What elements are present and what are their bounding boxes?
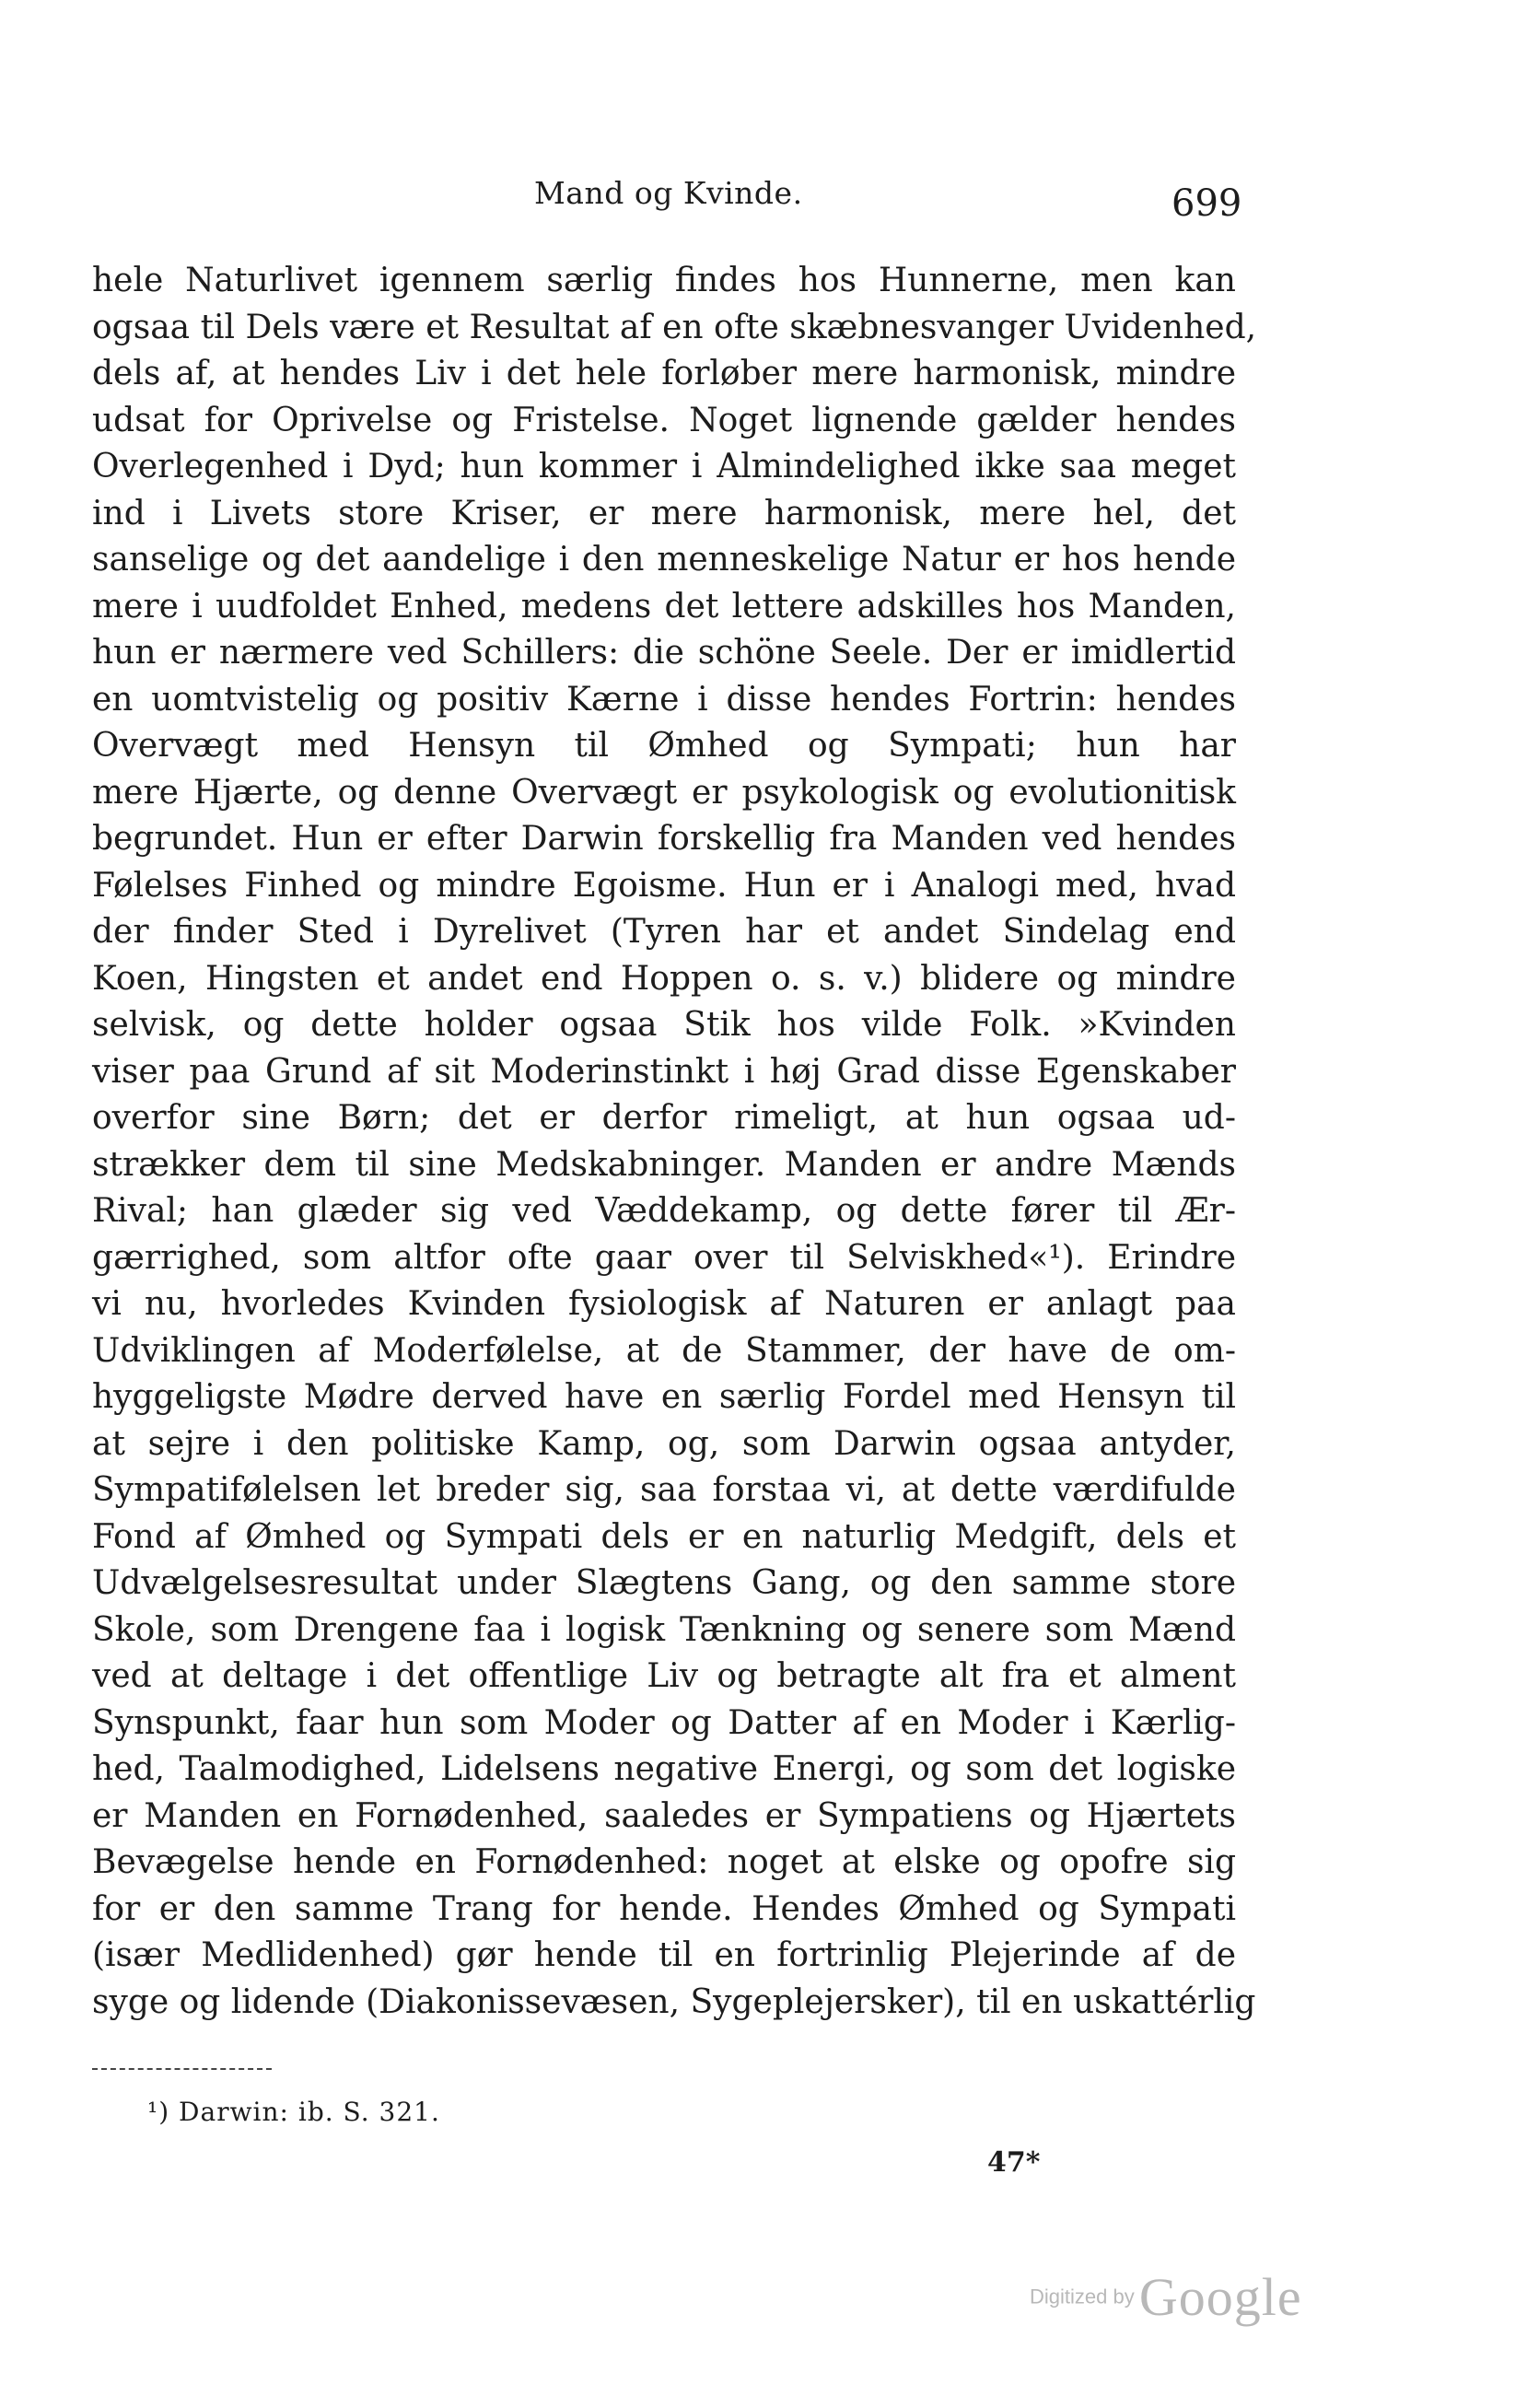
- text-line: for er den samme Trang for hende. Hendes Ømhed og Sympati: [92, 1889, 1236, 1928]
- text-line: Overlegenhed i Dyd; hun kommer i Almindelighed ikke saa meget: [92, 448, 1236, 485]
- text-line: er Manden en Fornødenhed, saaledes er Sympatiens og Hjærtets: [92, 1796, 1236, 1835]
- text-line: der finder Sted i Dyrelivet (Tyren har et andet Sindelag end: [92, 913, 1236, 951]
- text-line: vi nu, hvorledes Kvinden fysiologisk af Naturen er anlagt paa: [92, 1285, 1236, 1323]
- body-text: [92, 258, 1257, 2026]
- text-line: Fond af Ømhed og Sympati dels er en naturlig Medgift, dels et: [92, 1517, 1236, 1556]
- text-line: Synspunkt, faar hun som Moder og Datter af en Moder i Kærlig-: [92, 1703, 1236, 1742]
- watermark-prefix: Digitized by: [1030, 2285, 1135, 2309]
- page-number: 699: [1171, 182, 1242, 225]
- text-line: Koen, Hingsten et andet end Hoppen o. s. v.) blidere og mindre: [92, 959, 1236, 998]
- digitized-watermark: [1030, 2266, 1302, 2328]
- text-line: mere Hjærte, og denne Overvægt er psykologisk og evolutionitisk: [92, 773, 1236, 812]
- text-line: overfor sine Børn; det er derfor rimeligt, at hun ogsaa ud-: [92, 1099, 1236, 1137]
- text-line: Sympatifølelsen let breder sig, saa forstaa vi, at dette værdifulde: [92, 1471, 1236, 1509]
- text-line: Følelses Finhed og mindre Egoisme. Hun er i Analogi med, hvad: [92, 866, 1236, 905]
- google-logo: Google: [1138, 2267, 1302, 2327]
- text-line: ogsaa til Dels være et Resultat af en ofte skæbnesvanger Uvidenhed,: [92, 308, 1257, 346]
- text-line: ved at deltage i det offentlige Liv og betragte alt fra et alment: [92, 1657, 1236, 1695]
- footnote-rule: [92, 2068, 272, 2070]
- text-line: hyggeligste Mødre derved have en særlig Fordel med Hensyn til: [92, 1378, 1236, 1416]
- text-line: dels af, at hendes Liv i det hele forløber mere harmonisk, mindre: [92, 355, 1236, 392]
- text-line: mere i uudfoldet Enhed, medens det lettere adskilles hos Manden,: [92, 587, 1236, 625]
- text-line: hed, Taalmodighed, Lidelsens negative Energi, og som det logiske: [92, 1750, 1236, 1788]
- text-line: hele Naturlivet igennem særlig findes hos Hunnerne, men kan: [92, 262, 1236, 299]
- text-line: Udviklingen af Moderfølelse, at de Stammer, der have de om-: [92, 1331, 1236, 1370]
- text-line: Rival; han glæder sig ved Væddekamp, og dette fører til Ær-: [92, 1192, 1236, 1230]
- running-head: Mand og Kvinde.: [534, 175, 803, 211]
- text-line: viser paa Grund af sit Moderinstinkt i høj Grad disse Egenskaber: [92, 1052, 1236, 1091]
- text-line: en uomtvistelig og positiv Kærne i disse hendes Fortrin: hendes: [92, 680, 1236, 719]
- text-line: Udvælgelsesresultat under Slægtens Gang, og den samme store: [92, 1564, 1236, 1602]
- text-line: ind i Livets store Kriser, er mere harmonisk, mere hel, det: [92, 494, 1236, 532]
- text-line: sanselige og det aandelige i den menneskelige Natur er hos hende: [92, 541, 1236, 579]
- text-line: begrundet. Hun er efter Darwin forskellig fra Manden ved hendes: [92, 820, 1236, 858]
- text-line: Skole, som Drengene faa i logisk Tænkning og senere som Mænd: [92, 1610, 1236, 1649]
- text-line: Overvægt med Hensyn til Ømhed og Sympati; hun har: [92, 727, 1236, 765]
- signature-mark: 47*: [987, 2146, 1041, 2179]
- text-line: selvisk, og dette holder ogsaa Stik hos vilde Folk. »Kvinden: [92, 1006, 1236, 1044]
- text-line: syge og lidende (Diakonissevæsen, Sygeplejersker), til en uskattérlig: [92, 1982, 1256, 2021]
- text-line: hun er nærmere ved Schillers: die schöne Seele. Der er imidlertid: [92, 634, 1236, 672]
- text-line: strækker dem til sine Medskabninger. Manden er andre Mænds: [92, 1145, 1236, 1184]
- text-line: (især Medlidenhed) gør hende til en fortrinlig Plejerinde af de: [92, 1936, 1236, 1974]
- footnote: ¹) Darwin: ib. S. 321.: [147, 2097, 440, 2127]
- text-line: gærrighed, som altfor ofte gaar over til Selviskhed«¹). Erindre: [92, 1238, 1236, 1277]
- text-line: udsat for Oprivelse og Fristelse. Noget lignende gælder hendes: [92, 401, 1236, 439]
- text-line: at sejre i den politiske Kamp, og, som Darwin ogsaa antyder,: [92, 1424, 1236, 1463]
- text-line: Bevægelse hende en Fornødenhed: noget at elske og opofre sig: [92, 1843, 1236, 1881]
